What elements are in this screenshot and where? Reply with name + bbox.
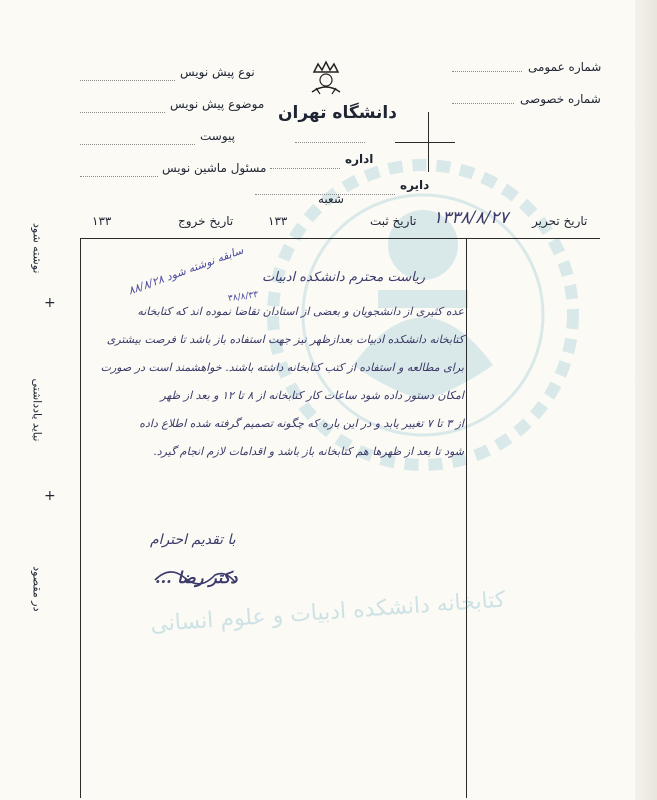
general-number-label: شماره عمومی <box>528 60 602 74</box>
draft-type-dots <box>80 80 175 81</box>
margin-bottom: در مقصود <box>30 566 44 612</box>
stamp-number: ۳۸/۸/۳۳ <box>227 289 259 305</box>
university-title: دانشگاه تهران <box>278 103 397 123</box>
lion-and-sun-crown-icon <box>306 58 346 98</box>
university-underline <box>295 142 365 143</box>
draft-subject-label: موضوع پیش نویس <box>170 97 265 111</box>
draft-date-label: تاریخ تحریر <box>532 214 588 228</box>
office-label: اداره <box>345 152 374 166</box>
paper-edge <box>635 0 657 800</box>
draft-date-value: ۱۳۳۸/۸/۲۷ <box>433 208 509 228</box>
exit-date-value: ۱۳۳ <box>92 214 112 228</box>
letter-line: عده کثیری از دانشجویان و بعضی از استادان تقاضا نموده اند که کتابخانه <box>137 305 464 318</box>
attachment-label: پیوست <box>200 129 235 143</box>
margin-copy-left: نباید یادداشتی <box>30 378 44 442</box>
draft-subject-dots <box>80 112 165 113</box>
typist-officer-label: مسئول ماشین نویس <box>162 161 267 175</box>
draft-type-label: نوع پیش نویس <box>180 65 255 79</box>
letter-line: از ۳ تا ۷ تغییر یابد و در این باره که چگونه تصمیم گرفته شده اطلاع داده <box>139 417 464 430</box>
private-number-label: شماره خصوصی <box>520 92 601 106</box>
section-label: شعبه <box>318 192 344 206</box>
body-right-rule <box>466 238 467 798</box>
margin-written-by: نوشته شود <box>30 223 44 274</box>
letter-line: برای مطالعه و استفاده از کتب کتابخانه داشته باشند. خواهشمند است در صورت <box>100 361 464 374</box>
letter-line: شود تا بعد از ظهرها هم کتابخانه باز باشد و اقدامات لازم انجام گیرد. <box>153 445 464 458</box>
letter-closing: با تقدیم احترام <box>150 532 236 548</box>
general-number-dots <box>452 71 522 72</box>
registration-date-label: تاریخ ثبت <box>370 214 417 228</box>
registration-date-value: ۱۳۳ <box>268 214 288 228</box>
private-number-dots <box>452 103 514 104</box>
corner-mark-horizontal <box>395 142 455 143</box>
letter-line: کتابخانه دانشکده ادبیات بعدازظهر نیز جهت استفاده باز باشد تا فرصت بیشتری <box>106 333 464 346</box>
signature-scribble-icon <box>150 560 240 590</box>
plus-mark-top: + <box>44 295 56 311</box>
exit-date-label: تاریخ خروج <box>178 214 234 228</box>
typist-officer-dots <box>80 176 158 177</box>
library-watermark-text: کتابخانه دانشکده ادبیات و علوم انسانی <box>149 587 507 638</box>
plus-mark-bottom: + <box>44 488 56 504</box>
division-label: دایره <box>400 178 430 192</box>
letter-line: امکان دستور داده شود ساعات کار کتابخانه از ۸ تا ۱۲ و بعد از ظهر <box>160 389 464 402</box>
office-dots <box>270 168 340 169</box>
letter-signature: دکتر رضا ... <box>155 568 238 587</box>
margin-annotation: سابقه نوشته شود ۸۸/۸/۲۸ <box>126 243 246 298</box>
header-rule <box>80 238 600 239</box>
left-margin-rule <box>80 238 81 798</box>
letter-salutation: ریاست محترم دانشکده ادبیات <box>262 270 425 285</box>
attachment-dots <box>80 144 195 145</box>
